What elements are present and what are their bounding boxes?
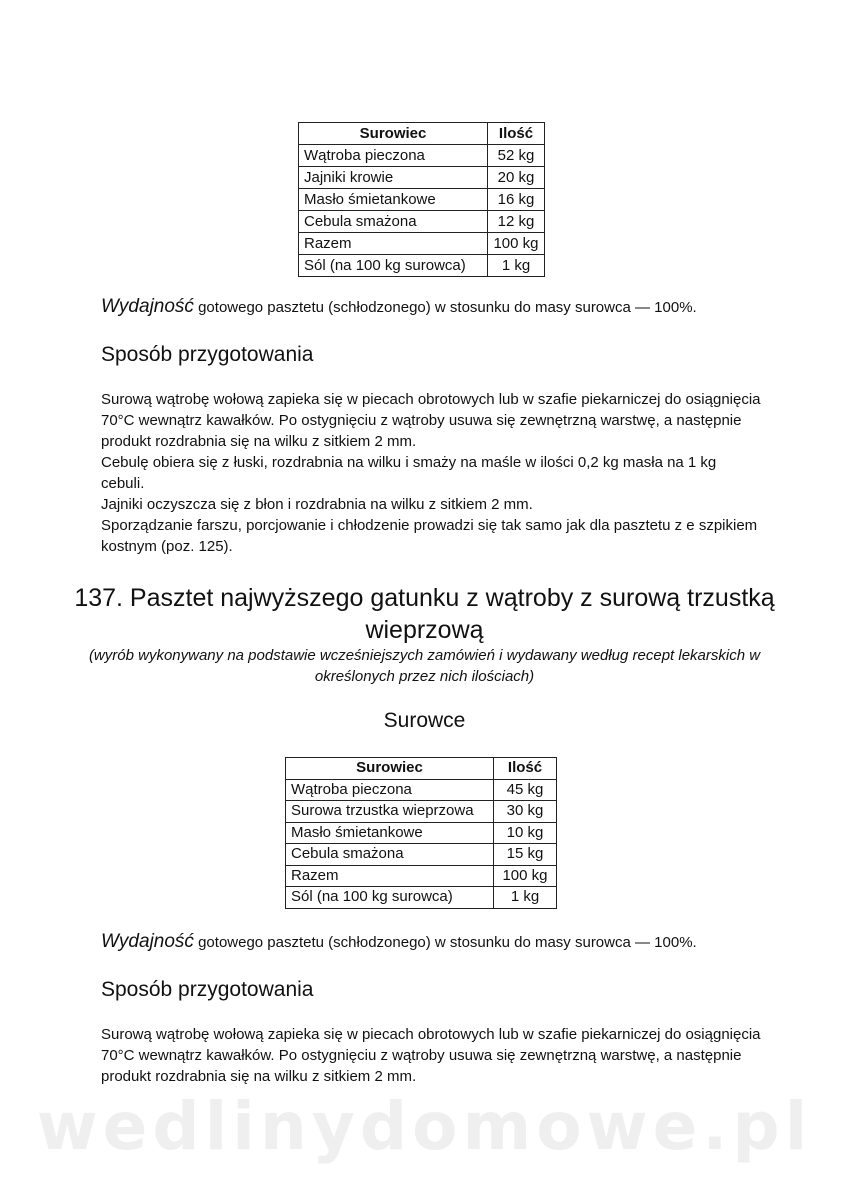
- table-row: [299, 145, 545, 167]
- yield-line-2: [101, 931, 697, 953]
- ingredient-name: Razem: [299, 233, 488, 255]
- header-quantity: Ilość: [494, 758, 557, 780]
- ingredient-name: Sól (na 100 kg surowca): [299, 255, 488, 277]
- ingredient-quantity: 20 kg: [488, 167, 545, 189]
- header-quantity: Ilość: [488, 123, 545, 145]
- ingredient-quantity: 45 kg: [494, 779, 557, 801]
- ingredients-table-2: [285, 757, 557, 909]
- table-row: [299, 167, 545, 189]
- ingredient-quantity: 52 kg: [488, 145, 545, 167]
- ingredient-name: Masło śmietankowe: [299, 189, 488, 211]
- paragraph: Jajniki oczyszcza się z błon i rozdrabnia na wilku z sitkiem 2 mm.: [101, 496, 533, 513]
- ingredients-table-1: [298, 122, 545, 277]
- ingredient-name: Masło śmietankowe: [286, 822, 494, 844]
- yield-label: Wydajność: [101, 931, 194, 952]
- ingredient-quantity: 30 kg: [494, 801, 557, 823]
- ingredient-quantity: 1 kg: [494, 887, 557, 909]
- yield-text: gotowego pasztetu (schłodzonego) w stosunku do masy surowca — 100%.: [193, 934, 697, 951]
- preparation-heading-1: Sposób przygotowania: [101, 343, 314, 366]
- preparation-heading-2: Sposób przygotowania: [101, 978, 314, 1001]
- yield-line-1: [101, 296, 697, 318]
- paragraph: Surową wątrobę wołową zapieka się w piecach obrotowych lub w szafie piekarniczej do osiągnięcia 70°C wewnątrz kawałków. Po ostygnięciu z wątroby usuwa się zewnętrzną warstwę, a następnie produkt rozdrabnia się na wilku z sitkiem 2 mm.: [101, 391, 761, 450]
- ingredient-quantity: 15 kg: [494, 844, 557, 866]
- yield-text: gotowego pasztetu (schłodzonego) w stosunku do masy surowca — 100%.: [193, 299, 697, 316]
- header-ingredient: Surowiec: [286, 758, 494, 780]
- ingredient-quantity: 16 kg: [488, 189, 545, 211]
- recipe-note: (wyrób wykonywany na podstawie wcześniejszych zamówień i wydawany według recept lekarskich w określonych przez nich ilościach): [88, 647, 761, 685]
- recipe-title: 137. Pasztet najwyższego gatunku z wątroby z surową trzustką wieprzową: [74, 584, 775, 644]
- ingredient-name: Cebula smażona: [299, 211, 488, 233]
- paragraph: Sporządzanie farszu, porcjowanie i chłodzenie prowadzi się tak samo jak dla pasztetu z e szpikiem kostnym (poz. 125).: [101, 517, 758, 555]
- ingredient-quantity: 12 kg: [488, 211, 545, 233]
- header-ingredient: Surowiec: [299, 123, 488, 145]
- table-row: [299, 255, 545, 277]
- table-row: [286, 822, 557, 844]
- ingredient-name: Cebula smażona: [286, 844, 494, 866]
- table-header-row: [299, 123, 545, 145]
- ingredient-name: Wątroba pieczona: [286, 779, 494, 801]
- ingredient-quantity: 1 kg: [488, 255, 545, 277]
- ingredient-quantity: 100 kg: [494, 865, 557, 887]
- ingredient-name: Sól (na 100 kg surowca): [286, 887, 494, 909]
- paragraph: Cebulę obiera się z łuski, rozdrabnia na wilku i smaży na maśle w ilości 0,2 kg masła na 1 kg cebuli.: [101, 454, 717, 492]
- table-row: [286, 887, 557, 909]
- preparation-text-2: [101, 1024, 761, 1087]
- ingredients-heading: Surowce: [383, 709, 466, 732]
- table-row: [286, 844, 557, 866]
- table-row: [299, 189, 545, 211]
- ingredient-name: Razem: [286, 865, 494, 887]
- paragraph: Surową wątrobę wołową zapieka się w piecach obrotowych lub w szafie piekarniczej do osiągnięcia 70°C wewnątrz kawałków. Po ostygnięciu z wątroby usuwa się zewnętrzną warstwę, a następnie produkt rozdrabnia się na wilku z sitkiem 2 mm.: [101, 1026, 761, 1085]
- ingredient-name: Wątroba pieczona: [299, 145, 488, 167]
- ingredient-quantity: 10 kg: [494, 822, 557, 844]
- table-row: [299, 211, 545, 233]
- table-header-row: [286, 758, 557, 780]
- ingredient-quantity: 100 kg: [488, 233, 545, 255]
- preparation-text-1: [101, 389, 761, 557]
- ingredient-name: Jajniki krowie: [299, 167, 488, 189]
- table-row: [299, 233, 545, 255]
- table-row: [286, 865, 557, 887]
- yield-label: Wydajność: [101, 296, 194, 317]
- ingredient-name: Surowa trzustka wieprzowa: [286, 801, 494, 823]
- table-row: [286, 779, 557, 801]
- table-row: [286, 801, 557, 823]
- watermark: wedlinydomowe.pl: [36, 1088, 813, 1165]
